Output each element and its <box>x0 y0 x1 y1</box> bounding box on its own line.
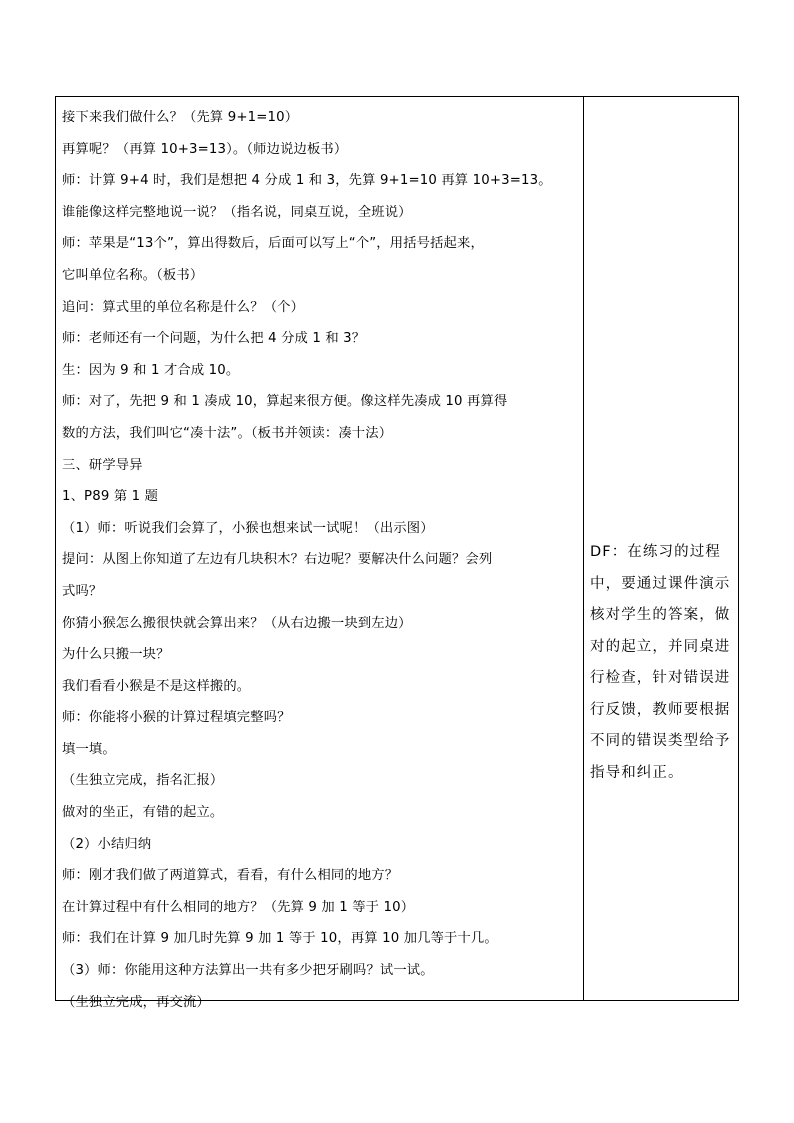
teacher-note-cell <box>584 97 738 1000</box>
lesson-line: 追问：算式里的单位名称是什么？（个） <box>62 299 305 315</box>
exercise-heading: 1、P89 第 1 题 <box>62 489 159 505</box>
section-heading: 三、研学导异 <box>62 457 143 473</box>
lesson-line: 提问：从图上你知道了左边有几块积木？右边呢？要解决什么问题？会列 <box>62 552 493 568</box>
lesson-line: 师：计算 9+4 时，我们是想把 4 分成 1 和 3，先算 9+1=10 再算 10+3=13。 <box>62 173 552 189</box>
lesson-line: 它叫单位名称。（板书） <box>62 267 204 283</box>
lesson-line: 师：刚才我们做了两道算式，看看，有什么相同的地方？ <box>62 868 399 884</box>
lesson-line: （1）师：听说我们会算了，小猴也想来试一试呢！（出示图） <box>62 520 434 536</box>
lesson-line: （3）师：你能用这种方法算出一共有多少把牙刷吗？试一试。 <box>62 963 434 979</box>
lesson-line: 再算呢？（再算 10+3=13）。（师边说边板书） <box>62 141 348 157</box>
lesson-content-cell <box>56 97 584 1010</box>
lesson-line: 为什么只搬一块？ <box>62 647 170 663</box>
lesson-line: 式吗？ <box>62 583 103 599</box>
lesson-line: 数的方法，我们叫它“凑十法”。（板书并领读：凑十法） <box>62 425 393 441</box>
lesson-line: 你猜小猴怎么搬很快就会算出来？（从右边搬一块到左边） <box>62 615 412 631</box>
lesson-line: 在计算过程中有什么相同的地方？（先算 9 加 1 等于 10） <box>62 899 415 915</box>
lesson-line: 填一填。 <box>62 741 116 757</box>
lesson-line: 我们看看小猴是不是这样搬的。 <box>62 678 251 694</box>
teacher-note-text: DF：在练习的过程中，要通过课件演示核对学生的答案，做对的起立，并同桌进行检查，针对错误进行反馈，教师要根据不同的错误类型给予指导和纠正。 <box>590 544 731 781</box>
lesson-line: 师：你能将小猴的计算过程填完整吗？ <box>62 710 291 726</box>
lesson-line: 谁能像这样完整地说一说？（指名说，同桌互说，全班说） <box>62 204 412 220</box>
lesson-line: 生：因为 9 和 1 才合成 10。 <box>62 362 240 378</box>
lesson-line: 师：苹果是“13个”，算出得数后，后面可以写上“个”，用括号括起来， <box>62 236 484 252</box>
lesson-line: 师：老师还有一个问题，为什么把 4 分成 1 和 3？ <box>62 331 366 347</box>
lesson-line: （生独立完成，再交流） <box>62 994 210 1010</box>
lesson-line: 接下来我们做什么？（先算 9+1=10） <box>62 110 299 125</box>
lesson-line: （生独立完成，指名汇报） <box>62 773 224 789</box>
lesson-table <box>55 96 739 1010</box>
lesson-line: 师：对了，先把 9 和 1 凑成 10，算起来很方便。像这样先凑成 10 再算得 <box>62 394 508 410</box>
lesson-line: （2）小结归纳 <box>62 836 152 852</box>
lesson-line: 师：我们在计算 9 加几时先算 9 加 1 等于 10，再算 10 加几等于十几。 <box>62 931 498 947</box>
lesson-line: 做对的坐正，有错的起立。 <box>62 805 224 821</box>
